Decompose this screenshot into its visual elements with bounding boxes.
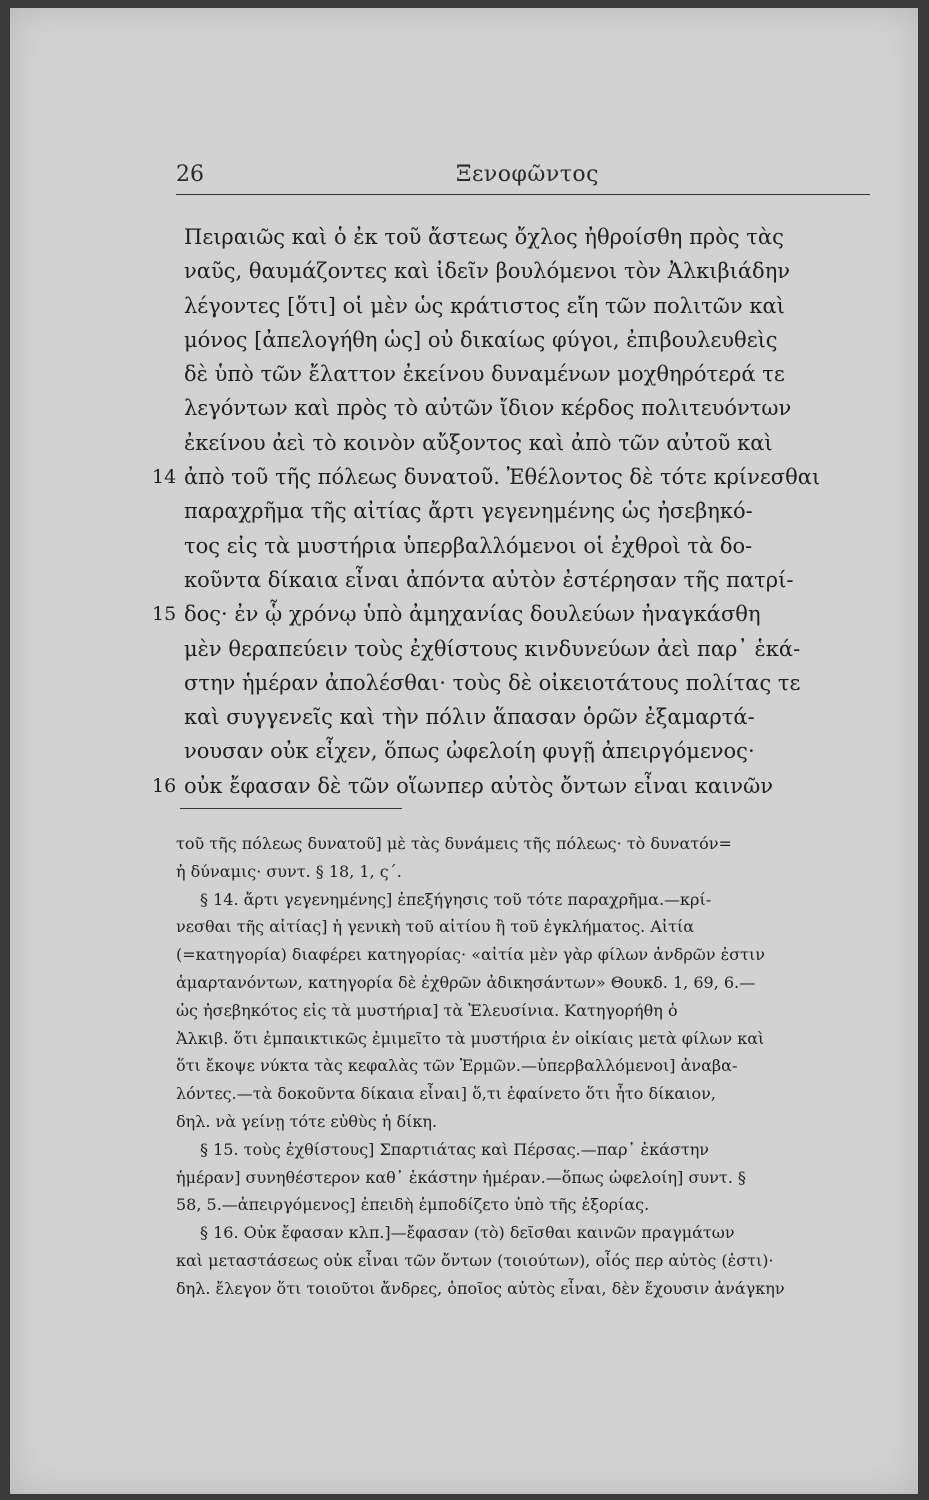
footnotes: [176, 830, 876, 1303]
line-text: κοῦντα δίκαια εἶναι ἀπόντα αὐτὸν ἐστέρησαν τῆς πατρί-: [184, 567, 794, 592]
footnote-divider: [180, 808, 402, 809]
footnote-line: νεσθαι τῆς αἰτίας] ἡ γενικὴ τοῦ αἰτίου ἢ τοῦ ἐγκλήματος. Αἰτία: [176, 917, 695, 937]
line-text: καὶ συγγενεῖς καὶ τὴν πόλιν ἅπασαν ὁρῶν ἐξαμαρτά-: [184, 705, 755, 730]
text-line: [168, 700, 876, 734]
section-number: 14: [152, 466, 177, 489]
line-text: ἐκείνου ἀεὶ τὸ κοινὸν αὔξοντος καὶ ἀπὸ τῶν αὐτοῦ καὶ: [184, 430, 773, 455]
text-line: [168, 391, 876, 425]
line-text: ναῦς, θαυμάζοντες καὶ ἰδεῖν βουλόμενοι τὸν Ἀλκιβιάδην: [184, 259, 791, 284]
section-number: 15: [152, 603, 177, 626]
text-line: [168, 289, 876, 323]
footnote-line: § 16. Οὐκ ἔφασαν κλπ.]—ἔφασαν (τὸ) δεῖσθαι καινῶν πραγμάτων: [200, 1223, 735, 1243]
footnote-line: τοῦ τῆς πόλεως δυνατοῦ] μὲ τὰς δυνάμεις τῆς πόλεως· τὸ δυνατόν=: [176, 834, 732, 853]
line-text: στην ἡμέραν ἀπολέσθαι· τοὺς δὲ οἰκειοτάτους πολίτας τε: [184, 670, 801, 695]
line-text: λέγοντες [ὅτι] οἱ μὲν ὡς κράτιστος εἴη τῶν πολιτῶν καὶ: [184, 293, 785, 318]
footnote-line: καὶ μεταστάσεως οὐκ εἶναι τῶν ὄντων (τοιούτων), οἷός περ αὐτὸς (ἐστι)·: [176, 1250, 774, 1270]
footnote-line: Ἀλκιβ. ὅτι ἐμπαικτικῶς ἐμιμεῖτο τὰ μυστήρια ἐν οἰκίαις μετὰ φίλων καὶ: [176, 1028, 765, 1048]
section-number: 16: [152, 774, 177, 797]
text-line: [168, 357, 876, 391]
text-line: [168, 494, 876, 528]
book-page: [10, 8, 918, 1494]
line-text: παραχρῆμα τῆς αἰτίας ἄρτι γεγενημένης ὡς ἠσεβηκό-: [184, 499, 753, 524]
text-line: [152, 597, 876, 631]
text-line: [168, 563, 876, 597]
line-text: μὲν θεραπεύειν τοὺς ἐχθίστους κινδυνεύων ἀεὶ παρ᾽ ἑκά-: [184, 636, 801, 661]
line-text: λεγόντων καὶ πρὸς τὸ αὐτῶν ἴδιον κέρδος πολιτευόντων: [184, 396, 792, 421]
line-text: οὐκ ἔφασαν δὲ τῶν οἵωνπερ αὐτὸς ὄντων εἶναι καινῶν: [184, 773, 773, 798]
text-line: [168, 529, 876, 563]
line-text: νουσαν οὐκ εἶχεν, ὅπως ὠφελοίη φυγῇ ἀπειργόμενος·: [184, 739, 755, 764]
text-line: [168, 632, 876, 666]
page-number: 26: [176, 162, 204, 187]
text-line: [168, 254, 876, 288]
line-text: Πειραιῶς καὶ ὁ ἐκ τοῦ ἄστεως ὄχλος ἠθροίσθη πρὸς τὰς: [184, 225, 784, 249]
line-text: τος εἰς τὰ μυστήρια ὑπερβαλλόμενοι οἱ ἐχθροὶ τὰ δο-: [184, 533, 753, 558]
footnote-line: λόντες.—τὰ δοκοῦντα δίκαια εἶναι] ὅ,τι ἐφαίνετο ὅτι ἦτο δίκαιον,: [176, 1084, 716, 1104]
footnote-line: ἡμέραν] συνηθέστερον καθ᾽ ἑκάστην ἡμέραν.—ὅπως ὠφελοίη] συντ. §: [176, 1167, 746, 1187]
text-line: [168, 666, 876, 700]
main-text: [152, 220, 876, 803]
footnote-line: 58, 5.—ἀπειργόμενος] ἐπειδὴ ἐμποδίζετο ὑπὸ τῆς ἐξορίας.: [176, 1195, 650, 1215]
line-text: δὲ ὑπὸ τῶν ἔλαττον ἐκείνου δυναμένων μοχθηρότερά τε: [184, 362, 785, 387]
line-text: μόνος [ἀπελογήθη ὡς] οὐ δικαίως φύγοι, ἐπιβουλευθεὶς: [184, 327, 778, 352]
text-line: [168, 220, 876, 254]
text-line: [152, 769, 876, 803]
page-header: [176, 158, 870, 195]
footnote-line: δηλ. νὰ γείνῃ τότε εὐθὺς ἡ δίκη.: [176, 1111, 438, 1131]
footnote-line: (=κατηγορία) διαφέρει κατηγορίας· «αἰτία μὲν γὰρ φίλων ἀνδρῶν ἐστιν: [176, 945, 766, 965]
footnote-line: ἁμαρτανόντων, κατηγορία δὲ ἐχθρῶν ἀδικησάντων» Θουκδ. 1, 69, 6.—: [176, 972, 756, 992]
footnote-line: ὡς ἠσεβηκότος εἰς τὰ μυστήρια] τὰ Ἐλευσίνια. Κατηγορήθη ὁ: [176, 1000, 678, 1020]
text-line: [168, 323, 876, 357]
footnote-line: δηλ. ἔλεγον ὅτι τοιοῦτοι ἄνδρες, ὁποῖος αὐτὸς εἶναι, δὲν ἔχουσιν ἀνάγκην: [176, 1278, 785, 1298]
footnote-line: § 14. ἄρτι γεγενημένης] ἐπεξήγησις τοῦ τότε παραχρῆμα.—κρί-: [200, 889, 712, 909]
text-line: [152, 460, 876, 494]
footnote-line: ὅτι ἔκοψε νύκτα τὰς κεφαλὰς τῶν Ἑρμῶν.—ὑπερβαλλόμενοι] ἀναβα-: [176, 1056, 738, 1076]
running-title: Ξενοφῶντος: [456, 162, 599, 187]
text-line: [168, 426, 876, 460]
footnote-line: ἡ δύναμις· συντ. § 18, 1, ς΄.: [176, 861, 402, 881]
line-text: ἀπὸ τοῦ τῆς πόλεως δυνατοῦ. Ἐθέλοντος δὲ τότε κρίνεσθαι: [184, 465, 821, 490]
line-text: δος· ἐν ᾧ χρόνῳ ὑπὸ ἀμηχανίας δουλεύων ἠναγκάσθη: [184, 602, 761, 627]
text-line: [168, 734, 876, 768]
footnote-line: § 15. τοὺς ἐχθίστους] Σπαρτιάτας καὶ Πέρσας.—παρ᾽ ἑκάστην: [200, 1139, 710, 1159]
